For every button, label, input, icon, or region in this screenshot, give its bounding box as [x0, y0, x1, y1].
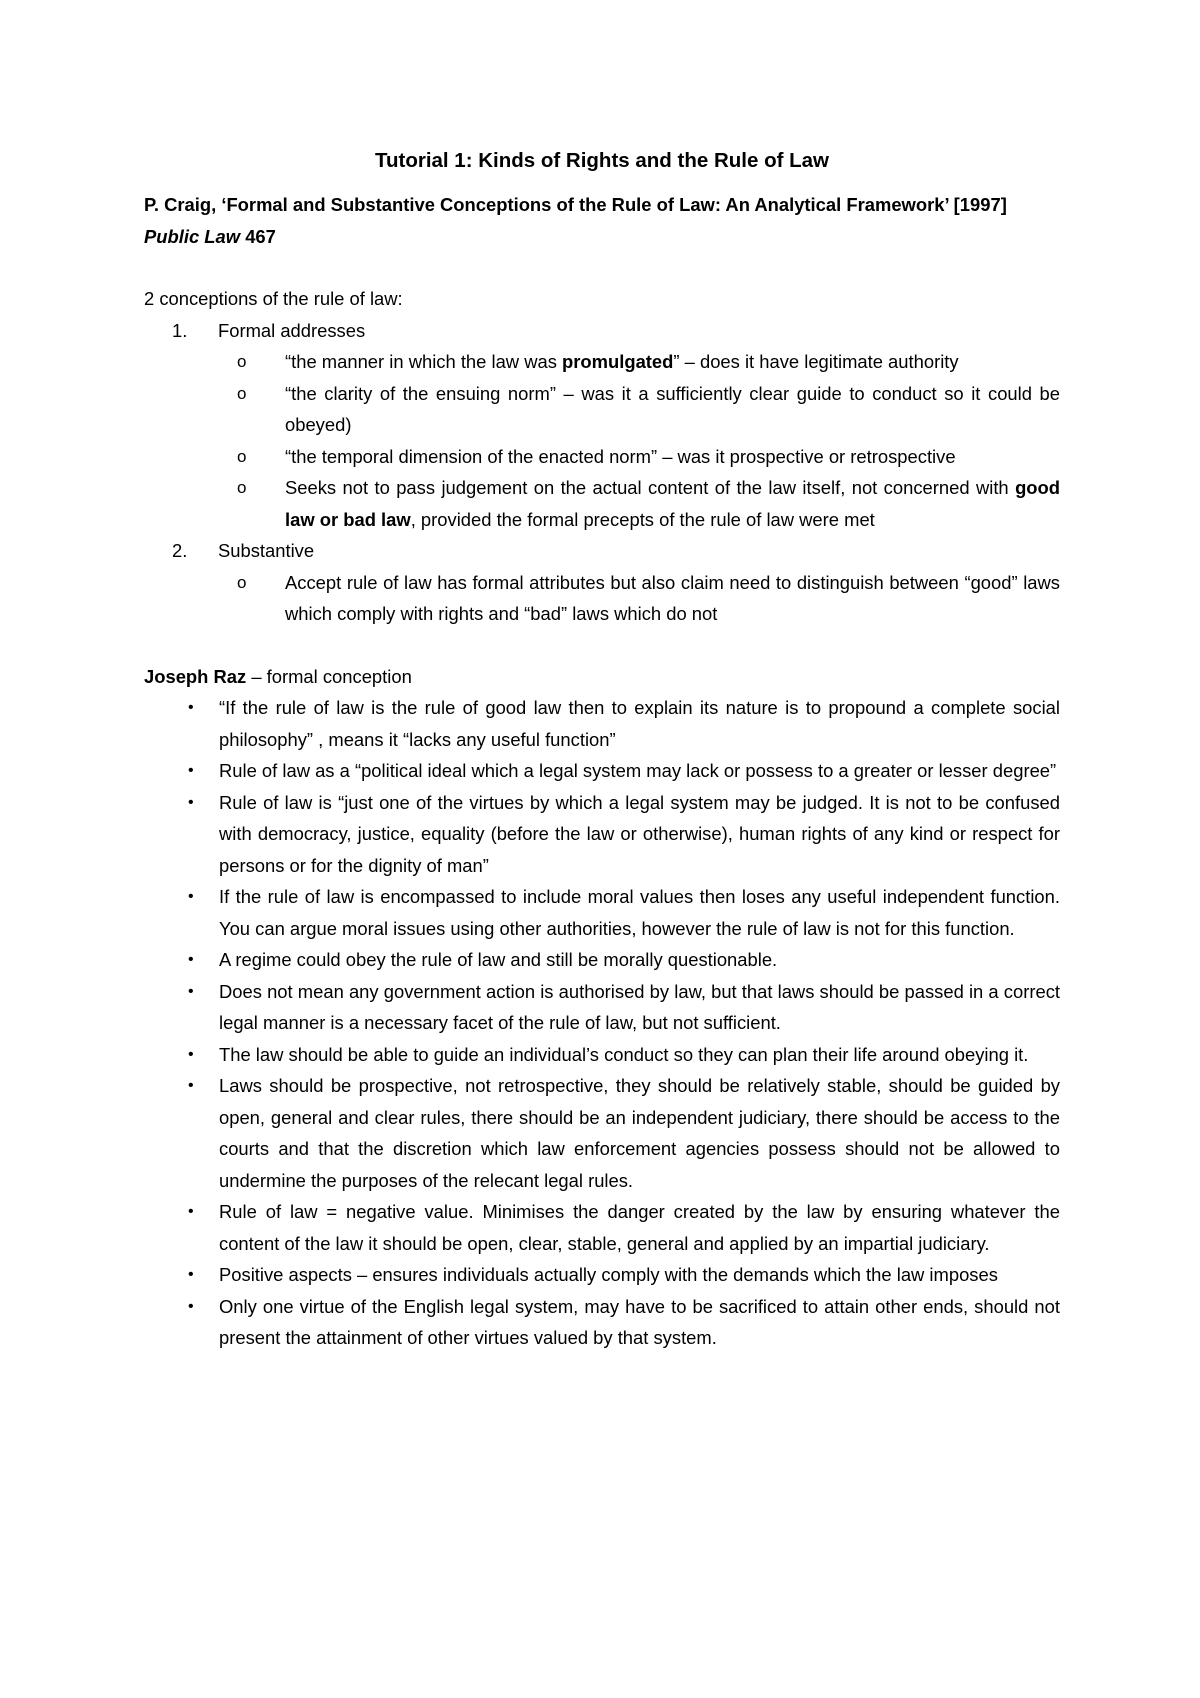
point-text: “the temporal dimension of the enacted norm” – was it prospective or retrospective — [285, 445, 956, 467]
circle-bullet-icon: o — [237, 383, 247, 403]
conceptions-intro: 2 conceptions of the rule of law: — [144, 288, 403, 309]
substantive-points — [218, 567, 1060, 630]
raz-name: Joseph Raz — [144, 665, 247, 687]
bullet-text: Does not mean any government action is authorised by law, but that laws should be passed in a correct legal manner is a necessary facet of the rule of law, but not sufficient. — [219, 980, 1060, 1033]
point-text: “the clarity of the ensuing norm” – was it a sufficiently clear guide to conduct so it could be obeyed) — [285, 382, 1060, 435]
bullet-text: If the rule of law is encompassed to include moral values then loses any useful independent function. You can argue moral issues using other authorities, however the rule of law is not for this function. — [219, 886, 1060, 939]
bullet-text: Rule of law = negative value. Minimises the danger created by the law by ensuring whatever the content of the law it should be open, clear, stable, general and applied by an impartial judiciary. — [219, 1201, 1060, 1254]
conception-label: Substantive — [218, 540, 315, 561]
bullet-icon: • — [188, 793, 194, 811]
list-item — [144, 787, 1060, 882]
list-item — [144, 881, 1060, 944]
bullet-text: Only one virtue of the English legal system, may have to be sacrificed to attain other ends, should not present the attainment of other virtues valued by that system. — [219, 1295, 1060, 1348]
list-number: 2. — [172, 540, 188, 561]
bullet-icon: • — [188, 888, 194, 905]
list-item — [144, 692, 1060, 755]
formal-points — [218, 346, 1060, 535]
circle-bullet-icon: o — [237, 446, 247, 466]
conception-formal — [144, 315, 1060, 536]
list-item — [218, 378, 1060, 441]
list-item — [144, 755, 1060, 787]
bullet-icon: • — [188, 1297, 194, 1315]
spacer — [144, 252, 1060, 283]
raz-bullets — [144, 692, 1060, 1354]
bullet-icon: • — [188, 951, 194, 968]
list-item — [218, 441, 1060, 473]
list-item — [144, 1259, 1060, 1291]
bullet-icon: • — [188, 1266, 194, 1283]
list-item — [218, 346, 1060, 378]
reference-page: 467 — [245, 225, 276, 247]
conception-label: Formal addresses — [218, 319, 366, 341]
bullet-icon: • — [188, 699, 194, 716]
circle-bullet-icon: o — [237, 352, 247, 371]
page-title: Tutorial 1: Kinds of Rights and the Rule of Law — [374, 149, 830, 172]
conceptions-list — [144, 315, 1060, 630]
list-number: 1. — [172, 319, 188, 341]
bullet-icon: • — [188, 1077, 194, 1094]
point-text: “the manner in which the law was — [285, 351, 563, 372]
bullet-text: Rule of law as a “political ideal which a legal system may lack or possess to a greater or lesser degree” — [219, 760, 1057, 781]
bullet-icon: • — [188, 1203, 194, 1220]
list-item — [144, 944, 1060, 976]
point-text: Seeks not to pass judgement on the actual content of the law itself, not concerned with — [285, 477, 1016, 498]
circle-bullet-icon: o — [237, 572, 247, 592]
list-item — [144, 1070, 1060, 1196]
circle-bullet-icon: o — [237, 478, 247, 497]
spacer — [144, 630, 1060, 661]
conception-substantive — [144, 535, 1060, 630]
reference-journal: Public Law — [144, 225, 241, 247]
bullet-icon: • — [188, 762, 194, 779]
document-content — [144, 143, 1060, 1354]
raz-heading-rest: – formal conception — [246, 665, 412, 687]
point-text-tail: , provided the formal precepts of the rule of law were met — [410, 508, 875, 530]
point-text-tail: ” – does it have legitimate authority — [673, 351, 959, 372]
raz-heading — [144, 661, 1060, 693]
bullet-icon: • — [188, 1045, 194, 1063]
bullet-text: A regime could obey the rule of law and still be morally questionable. — [219, 949, 778, 970]
point-text: Accept rule of law has formal attributes but also claim need to distinguish between “good” laws which comply with rights and “bad” laws which do not — [285, 571, 1060, 624]
bullet-icon: • — [188, 982, 194, 1000]
bullet-text: Laws should be prospective, not retrospective, they should be relatively stable, should be guided by open, general and clear rules, there should be an independent judiciary, there should be access to the courts and that the discretion which law enforcement agencies possess should not be allowed to undermine the purposes of the relecant legal rules. — [219, 1075, 1060, 1191]
list-item — [218, 567, 1060, 630]
bullet-text: Rule of law is “just one of the virtues by which a legal system may be judged. It is not to be confused with democracy, justice, equality (before the law or otherwise), human rights of any kind or respect for persons or for the dignity of man” — [219, 791, 1060, 876]
bullet-text: Positive aspects – ensures individuals actually comply with the demands which the law imposes — [219, 1264, 998, 1285]
reference-text: P. Craig, ‘Formal and Substantive Conceptions of the Rule of Law: An Analytical Framework’ [1997] — [144, 194, 1007, 215]
point-emphasis: good law or bad law — [285, 477, 1060, 530]
bullet-text: “If the rule of law is the rule of good law then to explain its nature is to propound a complete social philosophy” , means it “lacks any useful function” — [219, 697, 1060, 750]
list-item — [218, 472, 1060, 535]
list-item — [144, 1039, 1060, 1071]
reading-reference — [144, 189, 1060, 252]
list-item — [144, 1196, 1060, 1259]
bullet-text: The law should be able to guide an individual’s conduct so they can plan their life around obeying it. — [219, 1043, 1029, 1065]
list-item — [144, 1291, 1060, 1354]
point-emphasis: promulgated — [562, 351, 674, 372]
list-item — [144, 976, 1060, 1039]
